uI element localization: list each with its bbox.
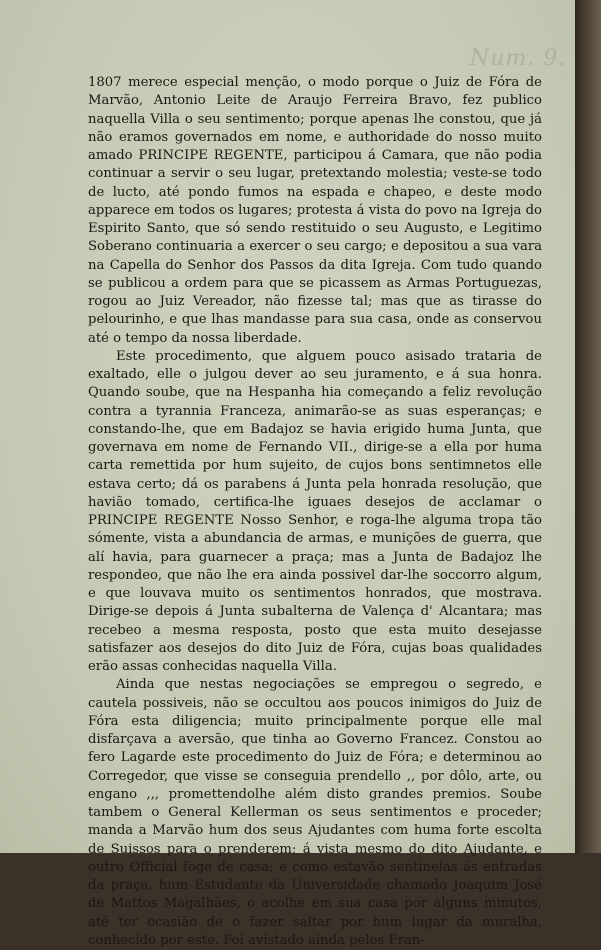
page-header: Num. 9. bbox=[470, 46, 567, 71]
paragraph-3: Ainda que nestas negociações se empregou o segredo, e cautela possiveis, não se occultou aos poucos inimigos do Juiz de Fóra esta diligencia; muito principalmente porque elle mal disfarçava a aversão, que tinha ao Governo Francez. Constou ao fero Lagarde este procedimento do Juiz de Fóra; e determinou ao Corregedor, que visse se conseguia prendello ,, por dôlo, arte, ou engano ,,, promettendolhe além disto grandes premios. Soube tambem o General Kellerman os seus sentimentos e proceder; manda a Marvão hum dos seus Ajudantes com huma forte escolta de Suissos para o prenderem; á vista mesmo do dito Ajudante, e outro Official foge de casa; e como estavão sentinelas ás entradas da praça, hum Estudante da Universidade chamado Joaquim José de Mattos Magalhães, o acolhe em sua casa por alguns minutos, até ter ocasião de o fazer saltar por hum lugar da muralha, conhecido por este. Foi avistado ainda pelos Fran- bbox=[88, 677, 542, 948]
adjacent-page-edge bbox=[575, 0, 601, 853]
body-text bbox=[88, 74, 542, 950]
paragraph-2: Este procedimento, que alguem pouco asisado trataria de exaltado, elle o julgou dever ao seu juramento, e á sua honra. Quando soube, que na Hespanha hia começando a feliz revolução contra a tyrannia Franceza, animarão-se as suas esperanças; e constando-lhe, que em Badajoz se havia erigido huma Junta, que governava em nome de Fernando VII., dirige-se a ella por huma carta remettida por hum sujeito, de cujos bons sentimnetos elle estava certo; dá os parabens á Junta pela honrada resolução, que havião tomado, certifica-lhe iguaes desejos de acclamar o PRINCIPE REGENTE Nosso Senhor, e roga-lhe alguma tropa tão sómente, vista a abundancia de armas, e munições de guerra, que alí havia, para guarnecer a praça; mas a Junta de Badajoz lhe respondeo, que não lhe era ainda possivel dar-lhe soccorro algum, e que louvava muito os sentimentos honrados, que mostrava. Dirige-se depois á Junta subalterna de Valença d' Alcantara; mas recebeo a mesma resposta, posto que esta muito desejasse satisfazer aos desejos do dito Juiz de Fóra, cujas boas qualidades erão assas conhecidas naquella Villa. bbox=[88, 348, 542, 674]
paragraph-1: 1807 merece especial menção, o modo porque o Juiz de Fóra de Marvão, Antonio Leite de Araujo Ferreira Bravo, fez publico naquella Villa o seu sentimento; porque apenas lhe constou, que já não eramos governados em nome, e authoridade do nosso muito amado PRINCIPE REGENTE, participou á Camara, que não podia continuar a servir o seu lugar, pretextando molestia; veste-se todo de lucto, até pondo fumos na espada e chapeo, e deste modo apparece em todos os lugares; protesta á vista do povo na Igreja do Espirito Santo, que só sendo restituido o seu Augusto, e Legitimo Soberano continuaria a exercer o seu cargo; e depositou a sua vara na Capella do Senhor dos Passos da dita Igreja. Com tudo quando se publicou a ordem para que se picassem as Armas Portuguezas, rogou ao Juiz Vereador, não fizesse tal; mas que as tirasse do pelourinho, e que lhas mandasse para sua casa, onde as conservou até o tempo da nossa liberdade. bbox=[88, 75, 542, 346]
